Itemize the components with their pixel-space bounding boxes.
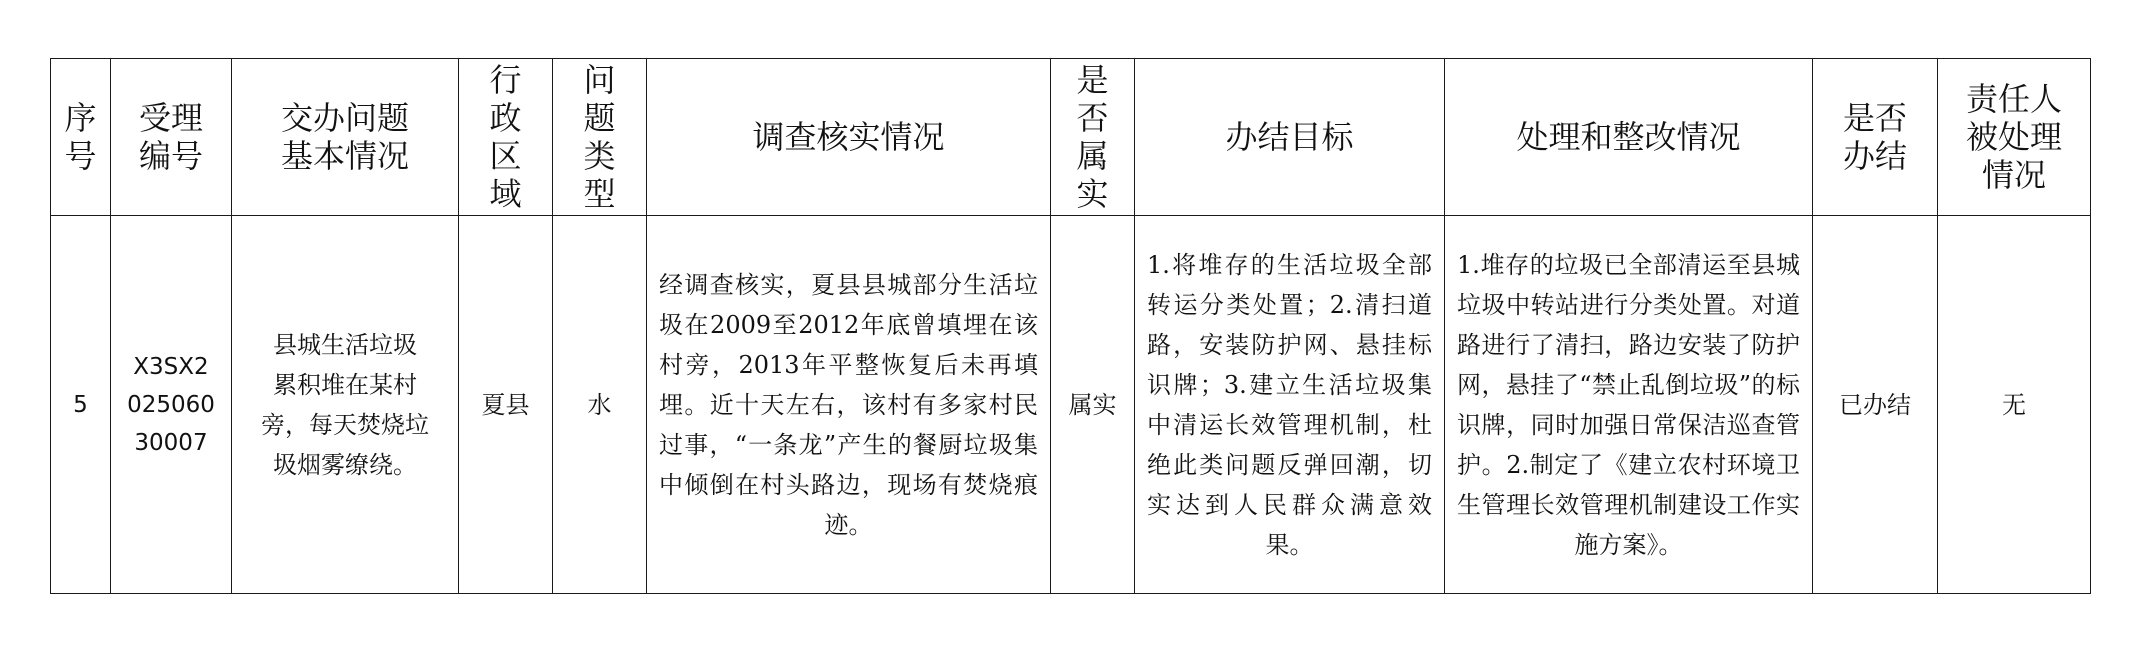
cell-investigation: 经调查核实，夏县县城部分生活垃圾在2009至2012年底曾填埋在该村旁，2013年平整恢复后未再填埋。近十天左右，该村有多家村民过事，“一条龙”产生的餐厨垃圾集中倾倒在村头路边，现场有焚烧痕迹。 <box>647 216 1051 594</box>
cell-issue-summary: 县城生活垃圾 累积堆在某村 旁，每天焚烧垃 圾烟雾缭绕。 <box>232 216 459 594</box>
cell-rectification: 1.堆存的垃圾已全部清运至县城垃圾中转站进行分类处置。对道路进行了清扫，路边安装了防护网，悬挂了“禁止乱倒垃圾”的标识牌，同时加强日常保洁巡查管护。2.制定了《建立农村环境卫生管理长效管理机制建设工作实施方案》。 <box>1445 216 1813 594</box>
cell-accountability: 无 <box>1938 216 2091 594</box>
cell-case-no: X3SX2 025060 30007 <box>111 216 232 594</box>
header-accountability: 责任人 被处理 情况 <box>1938 59 2091 216</box>
case-table <box>50 58 2091 594</box>
cell-verified: 属实 <box>1051 216 1135 594</box>
cell-district: 夏县 <box>459 216 553 594</box>
cell-goal: 1.将堆存的生活垃圾全部转运分类处置；2.清扫道路，安装防护网、悬挂标识牌；3.建立生活垃圾集中清运长效管理机制，杜绝此类问题反弹回潮，切实达到人民群众满意效果。 <box>1135 216 1445 594</box>
cell-issue-type: 水 <box>553 216 647 594</box>
cell-closed: 已办结 <box>1813 216 1938 594</box>
header-investigation: 调查核实情况 <box>647 59 1051 216</box>
header-rectification: 处理和整改情况 <box>1445 59 1813 216</box>
table-body <box>51 216 2091 594</box>
header-goal: 办结目标 <box>1135 59 1445 216</box>
cell-seq: 5 <box>51 216 111 594</box>
header-case-no: 受理 编号 <box>111 59 232 216</box>
header-district: 行 政 区 域 <box>459 59 553 216</box>
table-row <box>51 216 2091 594</box>
header-issue-type: 问 题 类 型 <box>553 59 647 216</box>
header-verified: 是 否 属 实 <box>1051 59 1135 216</box>
table-header <box>51 59 2091 216</box>
header-closed: 是否 办结 <box>1813 59 1938 216</box>
header-issue-summary: 交办问题 基本情况 <box>232 59 459 216</box>
header-row <box>51 59 2091 216</box>
header-seq: 序 号 <box>51 59 111 216</box>
